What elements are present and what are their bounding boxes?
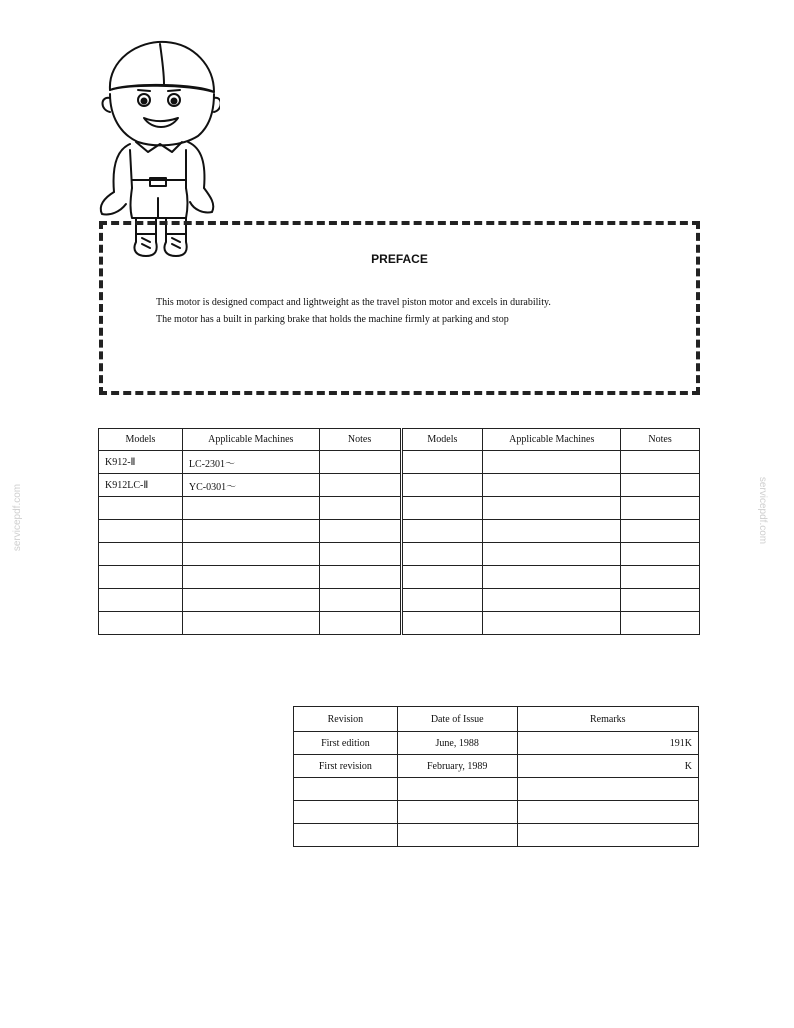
machine-cell [182, 612, 319, 635]
models-header-notes: Notes [319, 429, 401, 451]
revision-cell [294, 824, 398, 847]
machine-cell [483, 474, 621, 497]
table-row [294, 801, 699, 824]
remarks-cell [517, 778, 698, 801]
watermark-left: servicepdf.com [12, 483, 24, 552]
model-cell [401, 451, 483, 474]
model-cell [401, 520, 483, 543]
notes-cell [319, 589, 401, 612]
machine-cell: YC-0301～ [182, 474, 319, 497]
revision-header-revision: Revision [294, 707, 398, 732]
preface-text-line-1: This motor is designed compact and lightweight as the travel piston motor and excels in durability. [156, 297, 551, 308]
machine-cell [483, 566, 621, 589]
models-header-applicable-machines: Applicable Machines [483, 429, 621, 451]
model-cell [99, 566, 183, 589]
machine-cell [182, 497, 319, 520]
model-cell [401, 543, 483, 566]
notes-cell [319, 543, 401, 566]
preface-text-line-2: The motor has a built in parking brake that holds the machine firmly at parking and stop [156, 314, 509, 325]
revision-cell [294, 778, 398, 801]
models-table [98, 428, 700, 635]
date-cell: June, 1988 [397, 732, 517, 755]
table-row [99, 497, 700, 520]
date-cell [397, 778, 517, 801]
notes-cell [621, 543, 700, 566]
revision-cell: First edition [294, 732, 398, 755]
table-row [99, 612, 700, 635]
machine-cell [182, 543, 319, 566]
machine-cell [483, 497, 621, 520]
notes-cell [319, 497, 401, 520]
remarks-cell: K [517, 755, 698, 778]
notes-cell [319, 451, 401, 474]
machine-cell [182, 589, 319, 612]
machine-cell [483, 589, 621, 612]
notes-cell [319, 520, 401, 543]
notes-cell [621, 612, 700, 635]
notes-cell [621, 451, 700, 474]
model-cell [401, 612, 483, 635]
notes-cell [621, 520, 700, 543]
date-cell: February, 1989 [397, 755, 517, 778]
machine-cell [182, 520, 319, 543]
remarks-cell [517, 824, 698, 847]
notes-cell [319, 612, 401, 635]
table-row [99, 543, 700, 566]
revision-cell [294, 801, 398, 824]
revision-header-remarks: Remarks [517, 707, 698, 732]
notes-cell [621, 589, 700, 612]
machine-cell [483, 451, 621, 474]
notes-cell [621, 566, 700, 589]
models-header-applicable-machines: Applicable Machines [182, 429, 319, 451]
notes-cell [319, 566, 401, 589]
table-row [294, 755, 699, 778]
model-cell [99, 520, 183, 543]
revision-table-header-row [294, 707, 699, 732]
table-row [99, 474, 700, 497]
table-row [99, 451, 700, 474]
notes-cell [621, 497, 700, 520]
revision-header-date-of-issue: Date of Issue [397, 707, 517, 732]
table-row [99, 566, 700, 589]
table-row [294, 778, 699, 801]
models-header-notes: Notes [621, 429, 700, 451]
notes-cell [319, 474, 401, 497]
models-header-models: Models [401, 429, 483, 451]
model-cell [401, 566, 483, 589]
date-cell [397, 801, 517, 824]
model-cell [99, 497, 183, 520]
table-row [99, 589, 700, 612]
model-cell [99, 612, 183, 635]
revision-table [293, 706, 699, 847]
model-cell [99, 543, 183, 566]
preface-box [99, 221, 700, 395]
notes-cell [621, 474, 700, 497]
table-row [294, 732, 699, 755]
model-cell [401, 497, 483, 520]
revision-cell: First revision [294, 755, 398, 778]
model-cell: K912LC-Ⅱ [99, 474, 183, 497]
model-cell: K912-Ⅱ [99, 451, 183, 474]
watermark-right: servicepdf.com [757, 476, 769, 545]
models-table-header-row [99, 429, 700, 451]
machine-cell [483, 612, 621, 635]
table-row [294, 824, 699, 847]
machine-cell [483, 543, 621, 566]
remarks-cell: 191K [517, 732, 698, 755]
model-cell [401, 474, 483, 497]
model-cell [401, 589, 483, 612]
table-row [99, 520, 700, 543]
models-header-models: Models [99, 429, 183, 451]
machine-cell: LC-2301～ [182, 451, 319, 474]
machine-cell [182, 566, 319, 589]
preface-title: PREFACE [371, 252, 428, 266]
remarks-cell [517, 801, 698, 824]
date-cell [397, 824, 517, 847]
model-cell [99, 589, 183, 612]
machine-cell [483, 520, 621, 543]
